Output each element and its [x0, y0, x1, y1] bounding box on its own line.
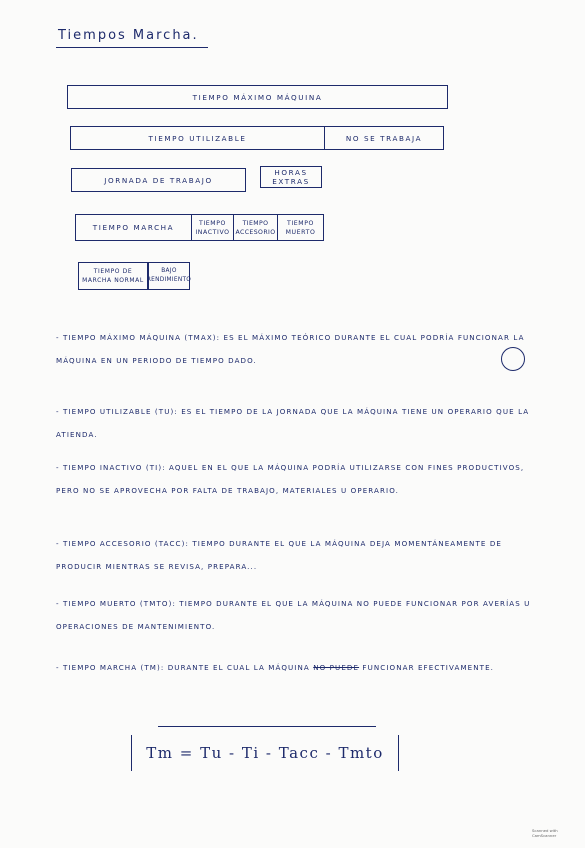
- box-tiempo-muerto-label: TIEMPO MUERTO: [285, 219, 316, 236]
- box-marcha-normal: [78, 262, 148, 290]
- box-jornada-trabajo-label: JORNADA DE TRABAJO: [104, 175, 213, 185]
- definition-tm: [56, 656, 548, 679]
- definition-ti: - TIEMPO INACTIVO (TI): AQUEL EN EL QUE LA MÁQUINA PODRÍA UTILIZARSE CON FINES PRODUCTIVOS, PERO NO SE APROVECHA POR FALTA DE TRABAJO, MATERIALES U OPERARIO.: [56, 463, 525, 495]
- box-jornada-trabajo: [71, 168, 246, 192]
- box-horas-extras: [260, 166, 322, 188]
- box-tiempo-inactivo: [191, 214, 234, 241]
- box-tiempo-accesorio-label: TIEMPO ACCESORIO: [235, 219, 276, 236]
- title-underline: [56, 47, 208, 48]
- box-tiempo-utilizable: [70, 126, 325, 150]
- formula-box: [131, 735, 399, 771]
- circle-mark: [501, 347, 525, 371]
- definition-tmax: - TIEMPO MÁXIMO MÁQUINA (TMAX): ES EL MÁXIMO TEÓRICO DURANTE EL CUAL PODRÍA FUNCIONAR LA MÁQUINA EN UN PERIODO DE TIEMPO DADO.: [56, 333, 525, 365]
- box-tiempo-accesorio: [233, 214, 278, 241]
- box-tiempo-maximo-label: TIEMPO MÁXIMO MÁQUINA: [192, 92, 323, 102]
- box-tiempo-marcha: [75, 214, 192, 241]
- definition-tm-struck: NO PUEDE: [313, 663, 360, 672]
- box-tiempo-utilizable-label: TIEMPO UTILIZABLE: [148, 133, 247, 143]
- box-no-se-trabaja: [324, 126, 444, 150]
- formula-line: [158, 726, 376, 727]
- page-title: Tiempos Marcha.: [58, 28, 199, 43]
- watermark: Scanned with CamScanner: [532, 828, 558, 838]
- box-tiempo-muerto: [277, 214, 324, 241]
- definition-tacc: - TIEMPO ACCESORIO (TACC): TIEMPO DURANTE EL QUE LA MÁQUINA DEJA MOMENTÁNEAMENTE DE PRODUCIR MIENTRAS SE REVISA, PREPARA...: [56, 539, 502, 571]
- definition-tmto: - TIEMPO MUERTO (TMTO): TIEMPO DURANTE EL QUE LA MÁQUINA NO PUEDE FUNCIONAR POR AVERÍAS U OPERACIONES DE MANTENIMIENTO.: [56, 599, 531, 631]
- box-no-se-trabaja-label: NO SE TRABAJA: [345, 133, 423, 143]
- definition-tm-end: FUNCIONAR EFECTIVAMENTE.: [362, 663, 495, 672]
- box-horas-extras-label: HORAS EXTRAS: [272, 168, 310, 186]
- formula-text: Tm = Tu - Ti - Tacc - Tmto: [146, 744, 384, 762]
- definition-tu: - TIEMPO UTILIZABLE (TU): ES EL TIEMPO DE LA JORNADA QUE LA MÁQUINA TIENE UN OPERARIO QUE LA ATIENDA.: [56, 407, 530, 439]
- definition-tm-main: - TIEMPO MARCHA (TM): DURANTE EL CUAL LA MÁQUINA: [56, 663, 310, 672]
- box-tiempo-inactivo-label: TIEMPO INACTIVO: [195, 219, 230, 236]
- box-tiempo-marcha-label: TIEMPO MARCHA: [92, 223, 175, 232]
- box-bajo-rendimiento-label: BAJO RENDIMIENTO: [146, 268, 192, 283]
- box-tiempo-maximo: [67, 85, 448, 109]
- box-bajo-rendimiento: [148, 262, 190, 290]
- box-marcha-normal-label: TIEMPO DE MARCHA NORMAL: [82, 268, 144, 284]
